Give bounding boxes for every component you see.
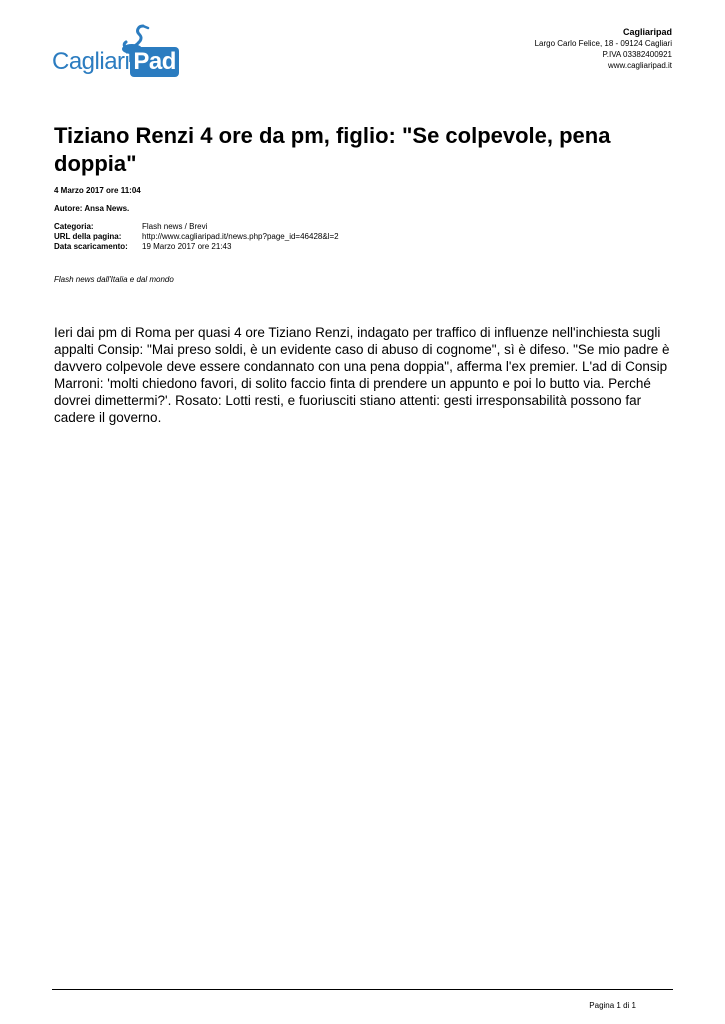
meta-value: 19 Marzo 2017 ore 21:43 [142, 242, 232, 251]
meta-label: URL della pagina: [54, 232, 122, 241]
company-address: Largo Carlo Felice, 18 - 09124 Cagliari [534, 39, 672, 48]
logo-wordmark [52, 50, 179, 74]
logo-wordmark-pad: Pad [130, 47, 179, 77]
company-name: Cagliaripad [622, 27, 672, 37]
article-title: Tiziano Renzi 4 ore da pm, figlio: "Se colpevole, pena doppia" [54, 123, 611, 176]
article-body: Ieri dai pm di Roma per quasi 4 ore Tiziano Renzi, indagato per traffico di influenze nell'inchiesta sugli appalti Consip: "Mai preso soldi, è un evidente caso di abuso di cognome", sì è difeso. "Se mio padre è davvero colpevole deve essere condannato con una pena doppia", afferma l'ex premier. L'ad di Consip Marroni: 'molti chiedono favori, di solito faccio finta di prendere un appunto e poi lo butto via. Perché dovrei dimettermi?'. Rosato: Lotti resti, e fuoriusciti stiano attenti: gesti irresponsabilità possono far cadere il governo. [54, 325, 670, 425]
company-website[interactable]: www.cagliaripad.it [607, 61, 672, 70]
article-author: Autore: Ansa News. [54, 204, 130, 213]
article-subheading: Flash news dall'Italia e dal mondo [54, 275, 174, 284]
company-vat: P.IVA 03382400921 [602, 50, 672, 59]
meta-row-download-date [54, 242, 339, 252]
meta-label: Categoria: [54, 222, 94, 231]
logo [50, 22, 192, 84]
article-meta [54, 222, 339, 252]
page-number: Pagina 1 di 1 [589, 1001, 636, 1010]
company-info [535, 26, 672, 71]
meta-url-link[interactable]: http://www.cagliaripad.it/news.php?page_id=46428&l=2 [142, 232, 339, 241]
meta-row-category [54, 222, 339, 232]
article-date: 4 Marzo 2017 ore 11:04 [54, 186, 141, 195]
meta-value: Flash news / Brevi [142, 222, 208, 231]
footer-divider [52, 989, 673, 990]
meta-label: Data scaricamento: [54, 242, 128, 251]
meta-row-url [54, 232, 339, 242]
logo-wordmark-cagliari: Cagliari [52, 48, 130, 75]
